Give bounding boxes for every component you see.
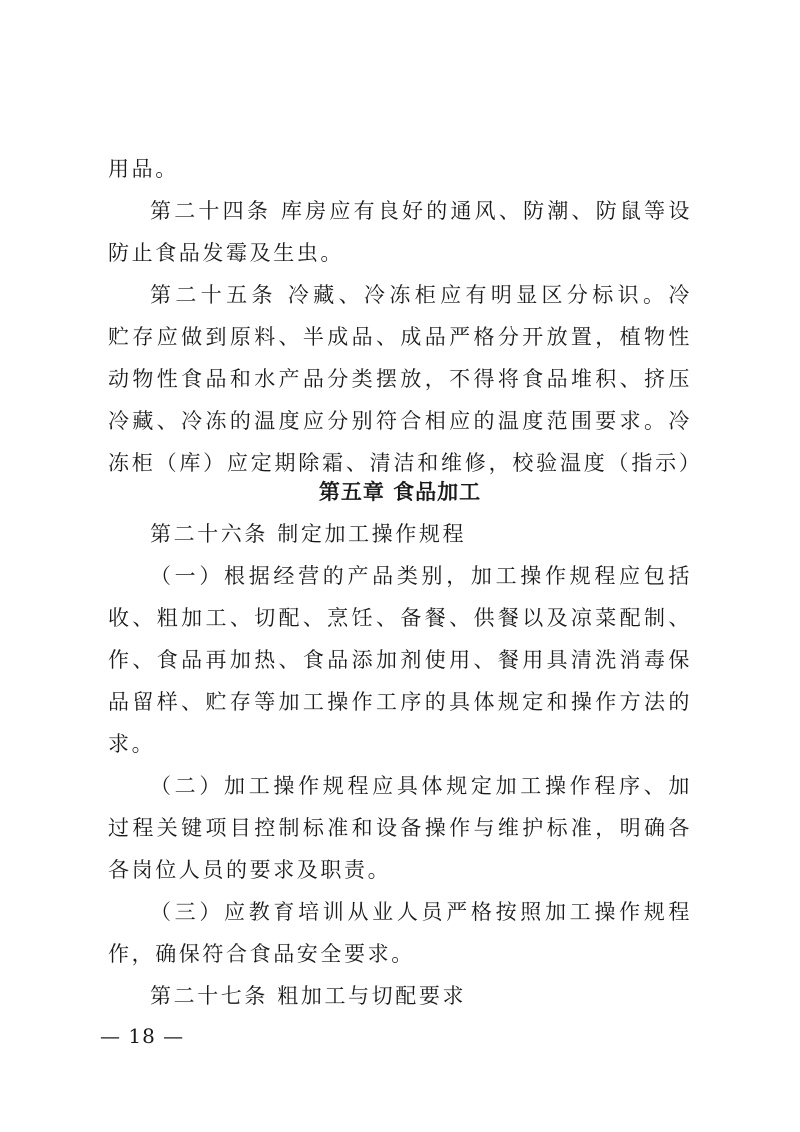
text-line: 动物性食品和水产品分类摆放，不得将食品堆积、挤压 (108, 367, 692, 391)
text-line: 防止食品发霉及生虫。 (108, 241, 344, 265)
text-line: 冻柜（库）应定期除霜、清洁和维修，校验温度（指示） (108, 451, 692, 475)
chapter-heading: 第五章 食品加工 (318, 480, 482, 504)
text-line: 作、食品再加热、食品添加剂使用、餐用具清洗消毒保 (108, 648, 692, 672)
text-line: 作，确保符合食品安全要求。 (108, 942, 415, 966)
article-24-line: 第二十四条 库房应有良好的通风、防潮、防鼠等设 (150, 199, 692, 223)
text-line: 用品。 (108, 157, 179, 181)
page-number: — 18 — (100, 1024, 185, 1048)
text-line: 贮存应做到原料、半成品、成品严格分开放置，植物性 (108, 325, 692, 349)
clause-2-line: （二）加工操作规程应具体规定加工操作程序、加 (150, 774, 692, 798)
article-26-line: 第二十六条 制定加工操作规程 (150, 522, 467, 546)
text-line: 收、粗加工、切配、烹饪、备餐、供餐以及凉菜配制、 (108, 606, 692, 630)
text-line: 品留样、贮存等加工操作工序的具体规定和操作方法的 (108, 690, 692, 714)
text-line: 过程关键项目控制标准和设备操作与维护标准，明确各 (108, 816, 692, 840)
clause-1-line: （一）根据经营的产品类别，加工操作规程应包括 (150, 564, 692, 588)
text-line: 各岗位人员的要求及职责。 (108, 858, 392, 882)
text-line: 求。 (108, 732, 156, 756)
article-27-line: 第二十七条 粗加工与切配要求 (150, 984, 467, 1008)
article-25-line: 第二十五条 冷藏、冷冻柜应有明显区分标识。冷 (150, 283, 692, 307)
text-line: 冷藏、冷冻的温度应分别符合相应的温度范围要求。冷 (108, 409, 692, 433)
clause-3-line: （三）应教育培训从业人员严格按照加工操作规程 (150, 900, 692, 924)
